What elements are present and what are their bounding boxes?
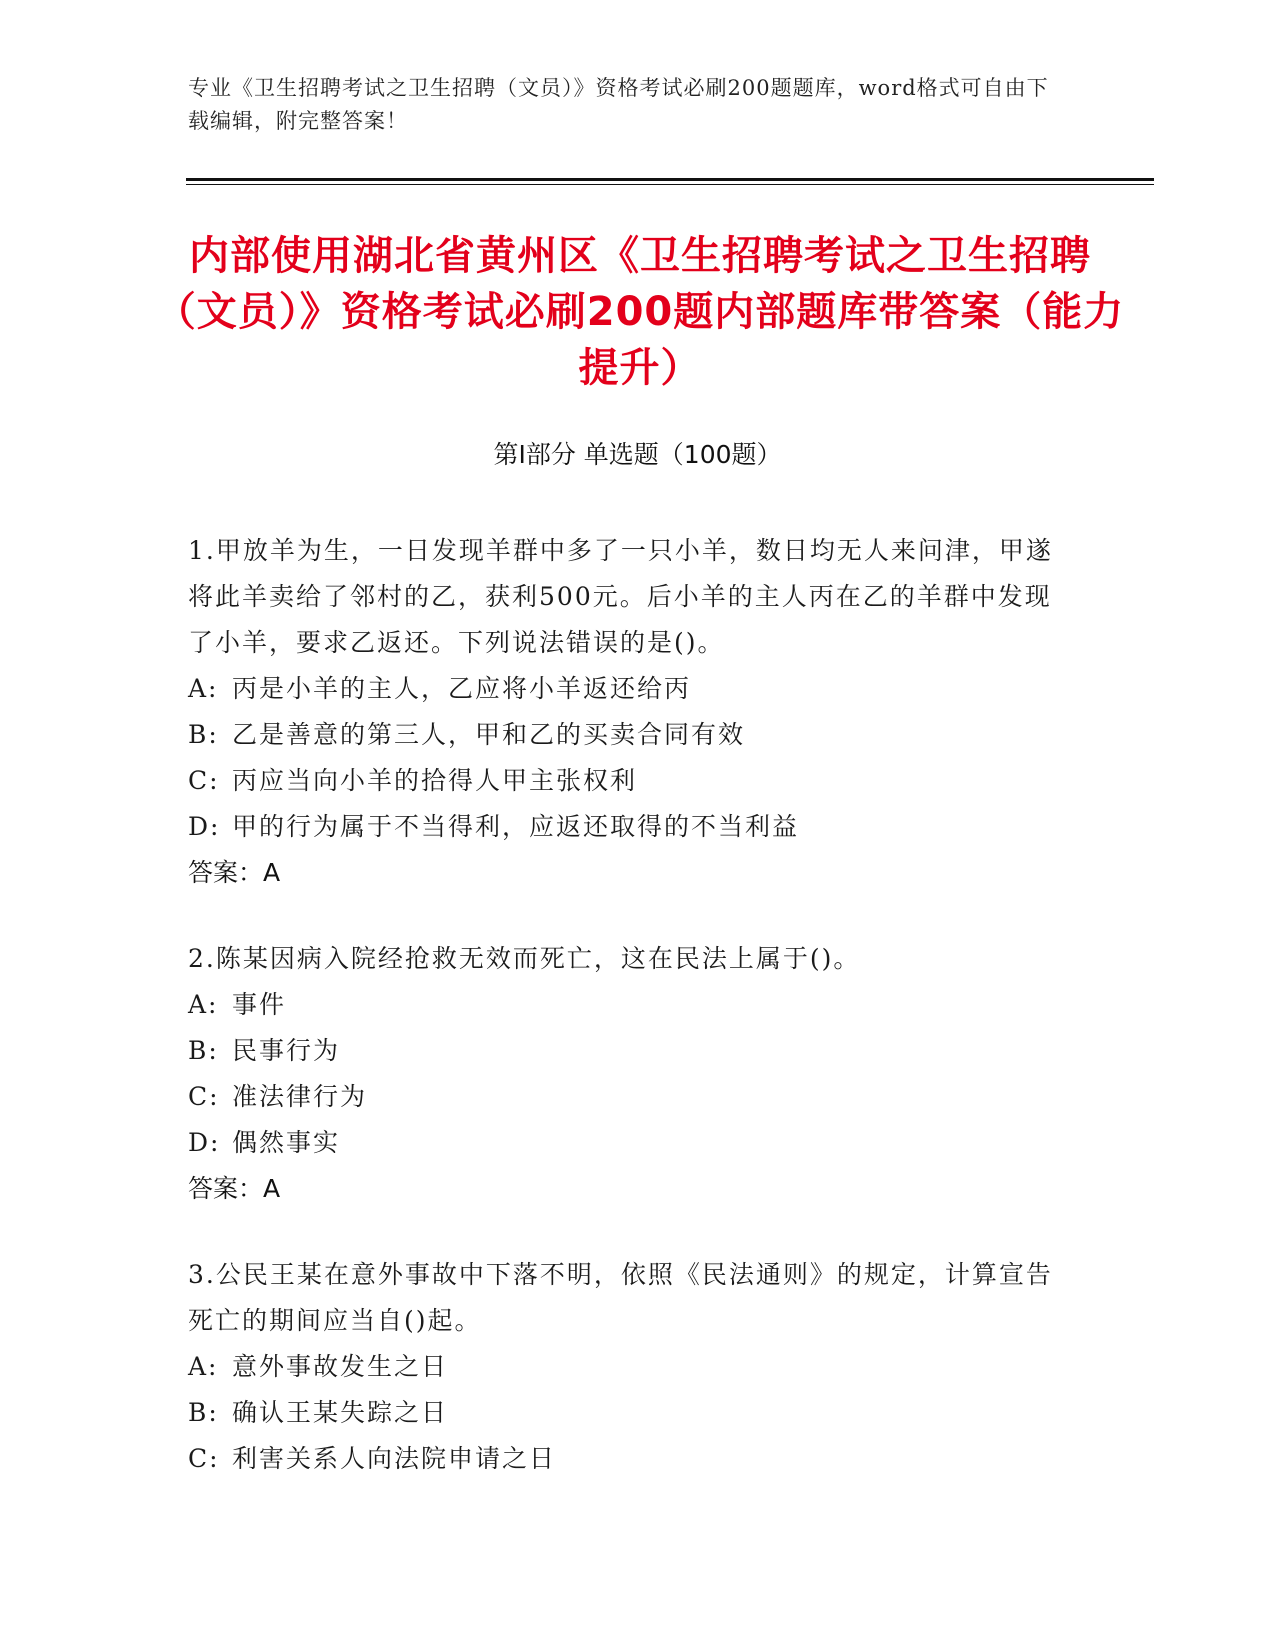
option-text: 事件 — [232, 990, 287, 1019]
option-c — [188, 1436, 1068, 1482]
option-letter: C: — [188, 766, 220, 795]
option-text: 利害关系人向法院申请之日 — [232, 1444, 557, 1473]
option-text: 民事行为 — [232, 1036, 341, 1065]
option-letter: D: — [188, 812, 221, 841]
option-text: 确认王某失踪之日 — [232, 1398, 449, 1427]
option-letter: C: — [188, 1082, 220, 1111]
option-d — [188, 1120, 1068, 1166]
header-note: 专业《卫生招聘考试之卫生招聘（文员）》资格考试必刷200题题库，word格式可自由下载编辑，附完整答案！ — [188, 76, 1049, 133]
option-b — [188, 712, 1068, 758]
option-a — [188, 1344, 1068, 1390]
option-letter: B: — [188, 1036, 219, 1065]
option-text: 乙是善意的第三人，甲和乙的买卖合同有效 — [232, 720, 746, 749]
question-text: 1.甲放羊为生，一日发现羊群中多了一只小羊，数日均无人来问津，甲遂将此羊卖给了邻村的乙，获利500元。后小羊的主人丙在乙的羊群中发现了小羊，要求乙返还。下列说法错误的是()。 — [188, 536, 1053, 657]
option-text: 丙应当向小羊的拾得人甲主张权利 — [232, 766, 638, 795]
header-divider-thin — [186, 184, 1154, 185]
option-letter: A: — [188, 990, 219, 1019]
header-divider-thick — [186, 178, 1154, 181]
option-text: 准法律行为 — [232, 1082, 368, 1111]
option-text: 丙是小羊的主人，乙应将小羊返还给丙 — [232, 674, 692, 703]
question-text: 3.公民王某在意外事故中下落不明，依照《民法通则》的规定，计算宣告死亡的期间应当自()起。 — [188, 1260, 1053, 1335]
option-a — [188, 666, 1068, 712]
question-3 — [188, 1252, 1068, 1482]
option-b — [188, 1028, 1068, 1074]
option-text: 甲的行为属于不当得利，应返还取得的不当利益 — [232, 812, 800, 841]
option-letter: C: — [188, 1444, 220, 1473]
option-text: 偶然事实 — [232, 1128, 341, 1157]
option-c — [188, 758, 1068, 804]
option-letter: B: — [188, 1398, 219, 1427]
option-letter: A: — [188, 674, 219, 703]
question-2 — [188, 936, 1068, 1212]
question-list — [188, 528, 1068, 1522]
section-heading: 第Ⅰ部分 单选题（100题） — [493, 440, 782, 469]
option-letter: B: — [188, 720, 219, 749]
option-a — [188, 982, 1068, 1028]
option-letter: A: — [188, 1352, 219, 1381]
option-letter: D: — [188, 1128, 221, 1157]
answer: 答案：A — [188, 1174, 281, 1203]
document-title: 内部使用湖北省黄州区《卫生招聘考试之卫生招聘（文员）》资格考试必刷200题内部题库带答案（能力提升） — [155, 233, 1125, 391]
question-text: 2.陈某因病入院经抢救无效而死亡，这在民法上属于()。 — [188, 944, 861, 973]
answer: 答案：A — [188, 858, 281, 887]
option-b — [188, 1390, 1068, 1436]
question-1 — [188, 528, 1068, 896]
option-d — [188, 804, 1068, 850]
option-text: 意外事故发生之日 — [232, 1352, 449, 1381]
option-c — [188, 1074, 1068, 1120]
